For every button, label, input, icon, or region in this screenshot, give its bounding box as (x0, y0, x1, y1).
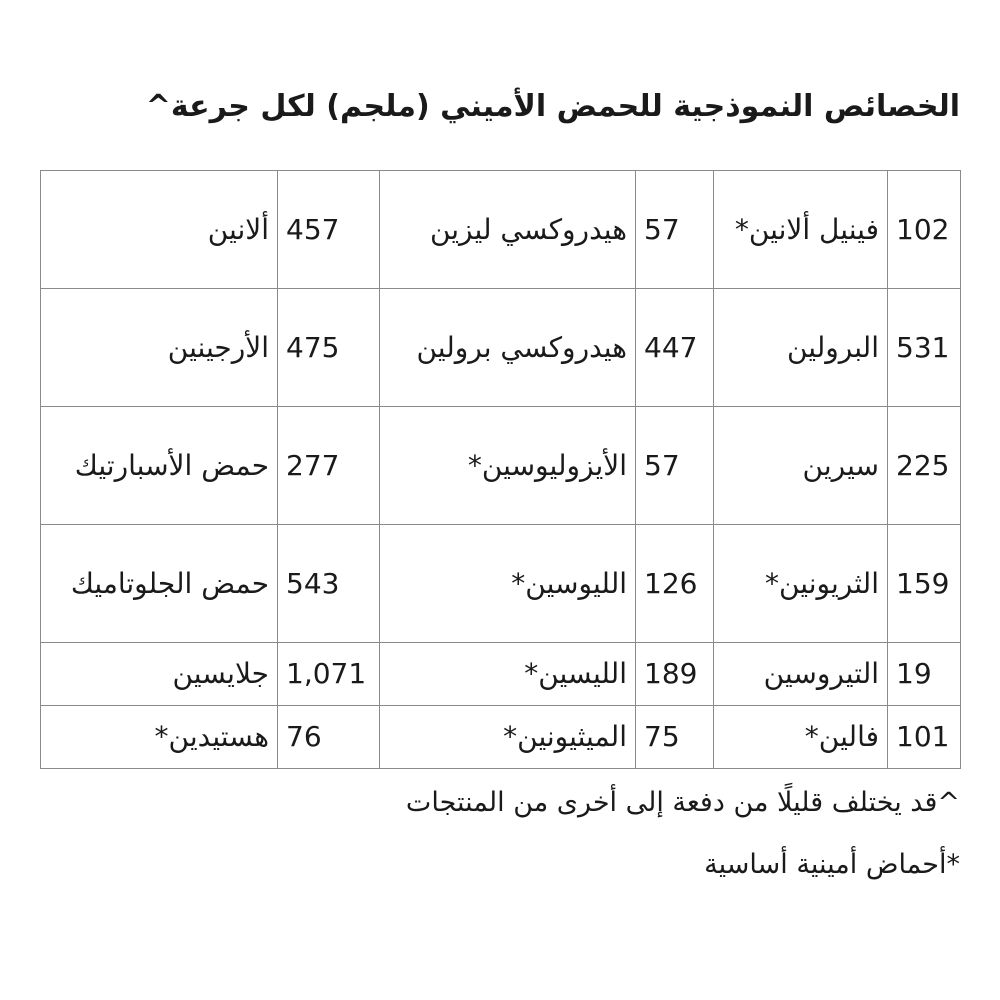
amino-name: البرولين (714, 289, 888, 407)
amino-name: الثريونين* (714, 525, 888, 643)
amino-value: 101 (888, 706, 961, 769)
amino-value: 457 (278, 171, 380, 289)
amino-value: 189 (636, 643, 714, 706)
amino-value: 102 (888, 171, 961, 289)
amino-value: 75 (636, 706, 714, 769)
amino-name: ألانين (41, 171, 278, 289)
amino-name: الليوسين* (380, 525, 636, 643)
amino-value: 1,071 (278, 643, 380, 706)
amino-value: 531 (888, 289, 961, 407)
amino-name: الليسين* (380, 643, 636, 706)
amino-value: 57 (636, 407, 714, 525)
amino-value: 19 (888, 643, 961, 706)
essential-amino-note: *أحماض أمينية أساسية (704, 849, 960, 880)
amino-name: سيرين (714, 407, 888, 525)
amino-name: التيروسين (714, 643, 888, 706)
amino-name: الأيزوليوسين* (380, 407, 636, 525)
amino-name: فينيل ألانين* (714, 171, 888, 289)
amino-value: 76 (278, 706, 380, 769)
amino-value: 447 (636, 289, 714, 407)
amino-name: الأرجينين (41, 289, 278, 407)
amino-value: 126 (636, 525, 714, 643)
amino-name: جلايسين (41, 643, 278, 706)
batch-variation-note: ^قد يختلف قليلًا من دفعة إلى أخرى من المنتجات (405, 787, 960, 818)
footnotes (40, 782, 960, 886)
amino-name: فالين* (714, 706, 888, 769)
page-title: الخصائص النموذجية للحمض الأميني (ملجم) لكل جرعة^ (145, 89, 960, 124)
amino-name: حمض الأسبارتيك (41, 407, 278, 525)
table-row (41, 643, 961, 706)
amino-value: 543 (278, 525, 380, 643)
table-row (41, 171, 961, 289)
amino-acid-table (40, 170, 961, 769)
amino-value: 225 (888, 407, 961, 525)
table-row (41, 407, 961, 525)
table-row (41, 706, 961, 769)
amino-name: هيدروكسي برولين (380, 289, 636, 407)
amino-name: هستيدين* (41, 706, 278, 769)
amino-value: 475 (278, 289, 380, 407)
amino-value: 159 (888, 525, 961, 643)
amino-value: 57 (636, 171, 714, 289)
table-row (41, 289, 961, 407)
amino-name: الميثيونين* (380, 706, 636, 769)
table-row (41, 525, 961, 643)
amino-value: 277 (278, 407, 380, 525)
amino-name: هيدروكسي ليزين (380, 171, 636, 289)
amino-name: حمض الجلوتاميك (41, 525, 278, 643)
